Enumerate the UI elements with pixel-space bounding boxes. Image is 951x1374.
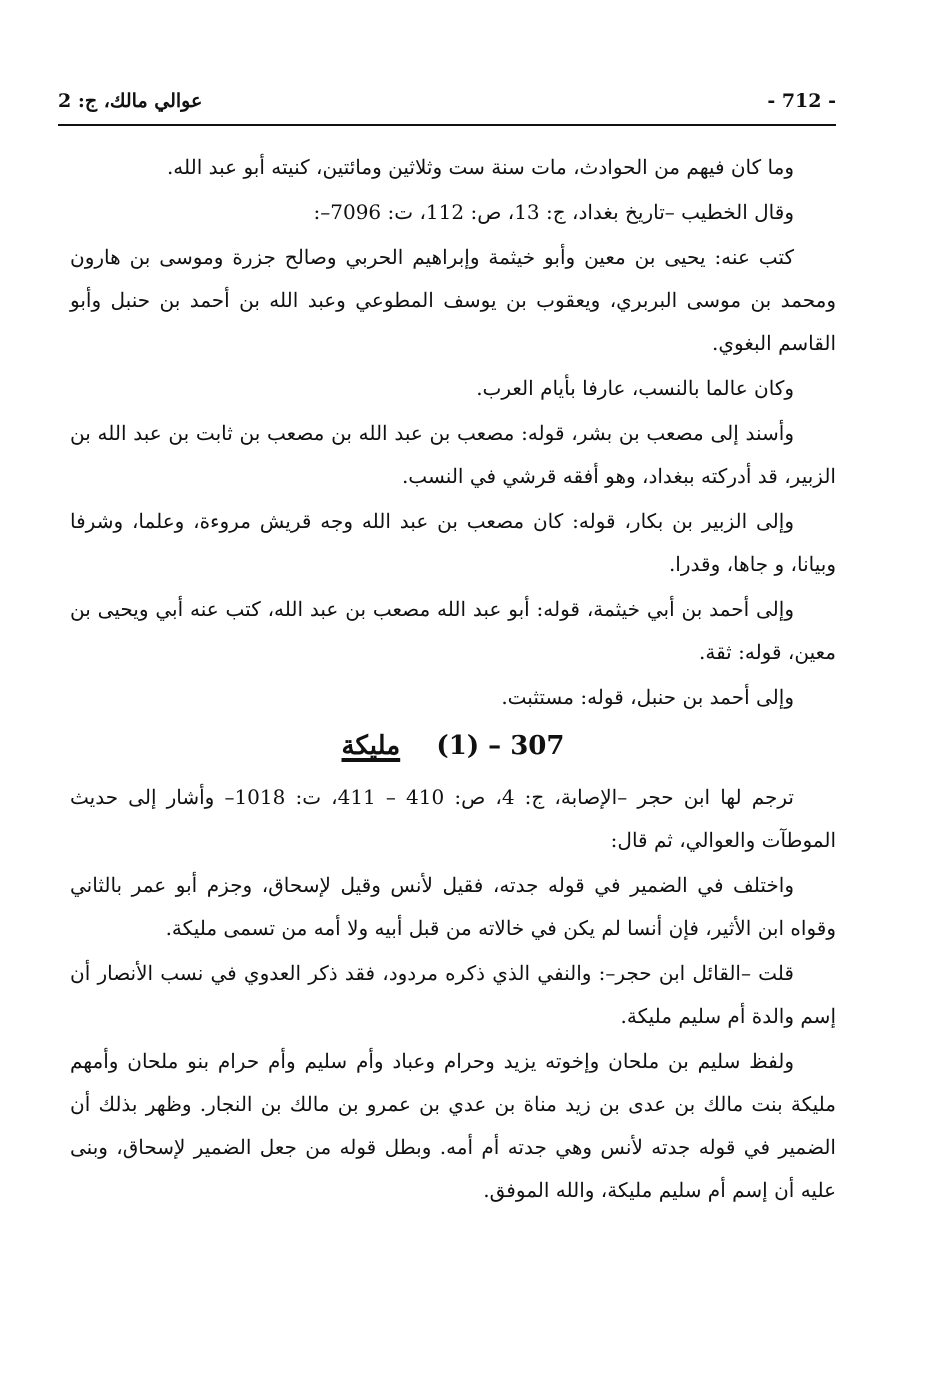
paragraph: وكان عالما بالنسب، عارفا بأيام العرب. — [476, 376, 794, 400]
entry-number: 307 – (1) — [436, 731, 565, 761]
paragraph: وما كان فيهم من الحوادث، مات سنة ست وثلاثين ومائتين، كنيته أبو عبد الله. — [166, 155, 794, 179]
entry-heading — [70, 725, 836, 768]
paragraph: وقال الخطيب –تاريخ بغداد، ج: 13، ص: 112، ت: 7096–: — [313, 200, 794, 224]
paragraph: وأسند إلى مصعب بن بشر، قوله: مصعب بن عبد الله بن مصعب بن ثابت بن عبد الله بن الزبير، قد أدركته ببغداد، وهو أفقه قرشي في النسب. — [70, 421, 836, 488]
body-text — [70, 146, 836, 1214]
paragraph: وإلى أحمد بن حنبل، قوله: مستثبت. — [501, 685, 794, 709]
page-number: - 712 - — [767, 90, 836, 112]
entry-name: مليكة — [341, 731, 401, 761]
running-title: عوالي مالك، ج: 2 — [58, 90, 203, 112]
paragraph: ولفظ سليم بن ملحان وإخوته يزيد وحرام وعباد وأم سليم وأم حرام بنو ملحان وأمهم مليكة بنت مالك بن عدى بن زيد مناة بن عدي بن عمرو بن مالك بن النجار. وظهر بذلك أن الضمير في قوله جدته لأنس وهي جدته أم أمه. وبطل قوله من جعل الضمير لإسحاق، وبنى عليه أن إسم أم سليم مليكة، والله الموفق. — [70, 1049, 837, 1202]
page-header — [58, 84, 836, 120]
paragraph: وإلى الزبير بن بكار، قوله: كان مصعب بن عبد الله وجه قريش مروءة، وعلما، وشرفا وبيانا، و جاها، وقدرا. — [70, 509, 836, 576]
paragraph: واختلف في الضمير في قوله جدته، فقيل لأنس وقيل لإسحاق، وجزم أبو عمر بالثاني وقواه ابن الأثير، فإن أنسا لم يكن في خالاته من قبل أبيه ولا أمه من تسمى مليكة. — [70, 873, 836, 940]
paragraph: كتب عنه: يحيى بن معين وأبو خيثمة وإبراهيم الحربي وصالح جزرة وموسى بن هارون ومحمد بن موسى البربري، ويعقوب بن يوسف المطوعي وعبد الله بن أحمد بن حنبل وأبو القاسم البغوي. — [70, 245, 836, 355]
header-rule — [58, 124, 836, 126]
paragraph: ترجم لها ابن حجر –الإصابة، ج: 4، ص: 410 – 411، ت: 1018– وأشار إلى حديث الموطآت والعوالي، ثم قال: — [70, 785, 836, 852]
paragraph: قلت –القائل ابن حجر–: والنفي الذي ذكره مردود، فقد ذكر العدوي في نسب الأنصار أن إسم والدة أم سليم مليكة. — [70, 961, 836, 1028]
paragraph: وإلى أحمد بن أبي خيثمة، قوله: أبو عبد الله مصعب بن عبد الله، كتب عنه أبي ويحيى بن معين، قوله: ثقة. — [70, 597, 836, 664]
